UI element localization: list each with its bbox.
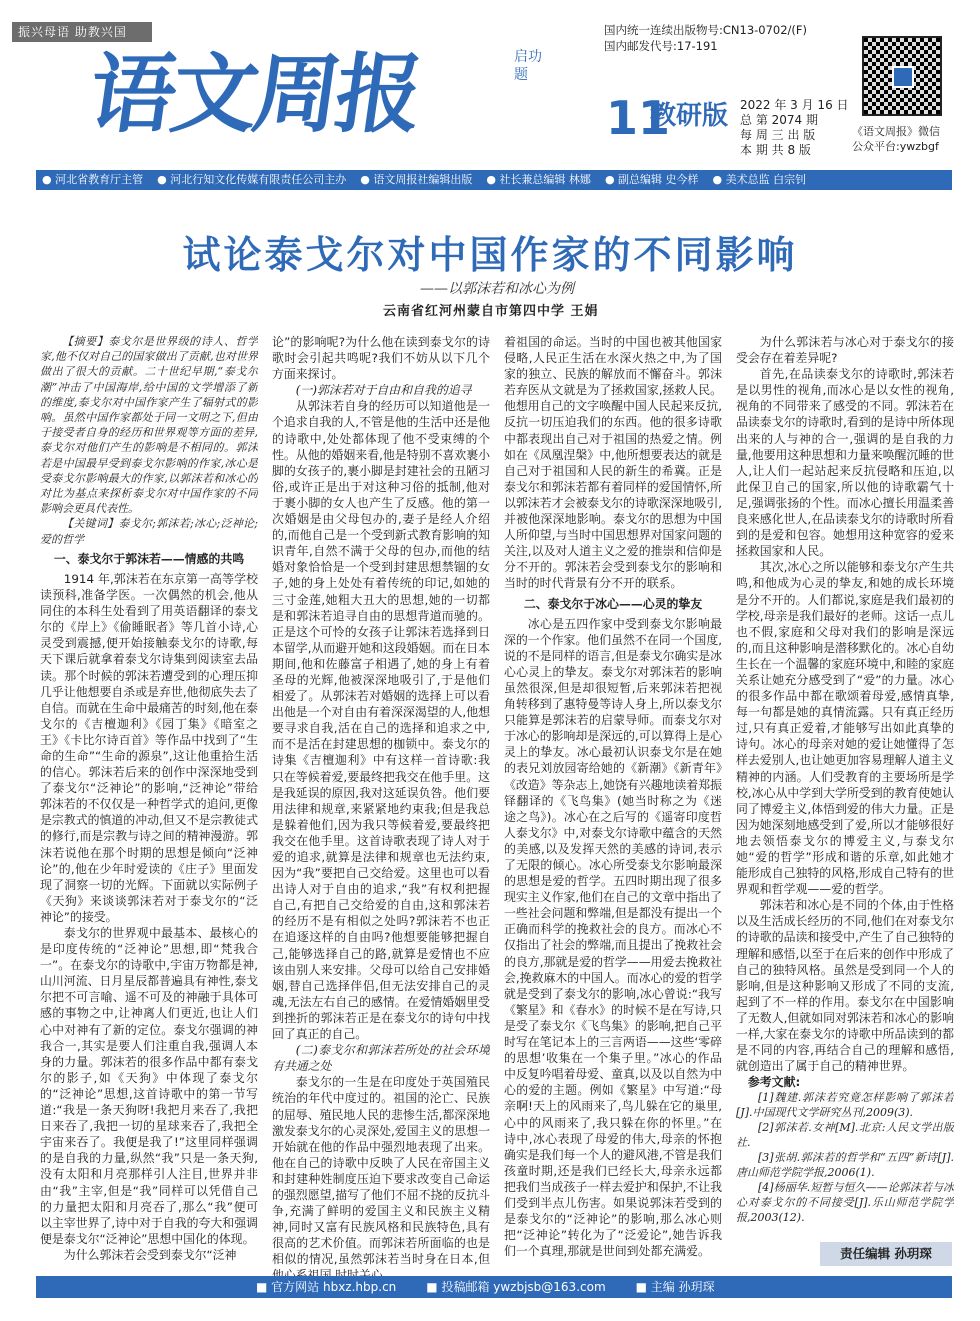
wechat-info — [852, 124, 940, 154]
calligraphy-signature: 启功题 — [514, 49, 542, 83]
issue-pages: 本 期 共 8 版 — [740, 143, 811, 157]
sponsor-bar — [36, 170, 952, 190]
sponsor-item: ● 河北行知文化传媒有限责任公司主办 — [157, 170, 346, 190]
issue-number: 11 — [606, 91, 671, 145]
wechat-label: 《语文周报》微信 — [852, 125, 940, 138]
body-paragraph: 从郭沫若自身的经历可以知道他是一个追求自我的人,不管是他的生活中还是他的诗歌中,处处都体现了他不受束缚的个性。从他的婚姻来看,他是特别不喜欢裹小脚的女孩子的,裹小脚是封建社会的丑陋习俗,或许正是出于对这种习俗的抵制,他对于裹小脚的女人也产生了反感。他的第一次婚姻是由父母包办的,妻子是经人介绍的,而他自己是一个受到新式教育影响的知识青年,自然不满于父母的包办,而他的结婚对象恰恰是一个受到封建思想禁锢的女子,她的身上处处有着传统的印记,如她的三寸金莲,她粗大丑大的思想,她的一切都是和郭沫若追寻自由的思想背道而驰的。正是这个可怜的女孩子让郭沫若选择到日本留学,从而避开她和这段婚姻。而在日本期间,他和佐藤富子相遇了,她的身上有着圣母的光辉,他被深深地吸引了,于是他们相爱了。从郭沫若对婚姻的选择上可以看出他是一个对自由有着深深渴望的人,他想要寻求自我,活在自己的选择和追求之中,而不是活在封建思想的枷锁中。泰戈尔的诗集《吉檀迦利》中有这样一首诗歌:我只在等候着爱,要最终把我交在他手里。这是我延误的原因,我对这延误负咎。他们要用法律和规章,来紧紧地约束我;但是我总是躲着他们,因为我只等候着爱,要最终把我交在他手里。这首诗歌表现了诗人对于爱的追求,就算是法律和规章也无法约束,因为“我”要把自己交给爱。这里也可以看出诗人对于自由的追求,“我”有权利把握自己,有把自己交给爱的自由,这和郭沫若的经历不是有相似之处吗?郭沫若不也正在追逐这样的自由吗?他想要能够把握自己,能够选择自己的路,就算是爱情也不应该由别人来安排。父母可以给自己安排婚姻,替自己选择伴侣,但无法安排自己的灵魂,无法左右自己的感情。在爱情婚姻里受到挫折的郭沫若正是在泰戈尔的诗句中找回了真正的自己。 — [272, 399, 490, 1042]
body-paragraph: 为什么郭沫若会受到泰戈尔“泛神 — [63, 1247, 237, 1262]
wechat-account: 公众平台:ywzbgf — [852, 140, 939, 153]
article-subtitle: ——以郭沫若和冰心为例 — [420, 281, 574, 297]
article-column-2 — [272, 334, 490, 1284]
body-paragraph: 郭沫若和冰心是不同的个体,由于性格以及生活成长经历的不同,他们在对泰戈尔的诗歌的品读和接受中,产生了自己独特的理解和感悟,以至于在后来的创作中形成了自己的独特风格。虽然是受到同一个人的影响,但是这种影响又形成了不同的支流,起到了不一样的作用。泰戈尔在中国影响了无数人,但就如同对郭沫若和冰心的影响一样,大家在泰戈尔的诗歌中所品读到的都是不同的内容,再结合自己的理解和感悟,就创造出了属于自己的精神世界。 — [736, 898, 954, 1074]
newspaper-logo: 语文周报 — [82, 44, 426, 145]
body-paragraph: 冰心是五四作家中受到泰戈尔影响最深的一个作家。他们虽然不在同一个国度,说的不是同样的语言,但是泰戈尔确实是冰心心灵上的挚友。泰戈尔对郭沫若的影响虽然很深,但是却很短暂,后来郭沫若把视角转移到了惠特曼等诗人身上,所以泰戈尔只能算是郭沫若的启蒙导师。而泰戈尔对于冰心的影响却是深远的,可以算得上是心灵上的挚友。冰心最初认识泰戈尔是在她的表兄刘放园寄给她的《新潮》《新青年》《改造》等杂志上,她饶有兴趣地读着郑振铎翻译的《飞鸟集》(她当时称之为《迷途之鸟》)。冰心在之后写的《遥寄印度哲人泰戈尔》中,对泰戈尔诗歌中蕴含的天然的美感,以及发挥天然的美感的诗词,表示了无限的倾心。冰心所受泰戈尔影响最深的思想是爱的哲学。五四时期出现了很多现实主义作家,他们在自己的文章中指出了一些社会问题和弊端,但是都没有提出一个正确而科学的挽救社会的良方。而冰心不仅指出了社会的弊端,而且提出了挽救社会的良方,那就是爱的哲学——用爱去挽救社会,挽救麻木的中国人。而冰心的爱的哲学就是受到了泰戈尔的影响,冰心曾说:“我写《繁星》和《春水》的时候不是在写诗,只是受了泰戈尔《飞鸟集》的影响,把自己平时写在笔记本上的三言两语——这些‘零碎的思想’收集在一个集子里。”冰心的作品中反复吟唱着母爱、童真,以及以自然为中心的爱的主题。例如《繁星》中写道:“母亲啊!天上的风雨来了,鸟儿躲在它的巢里,心中的风雨来了,我只躲在你的怀里。”在诗中,冰心表现了母爱的伟大,母亲的怀抱确实是我们每一个人的避风港,不管是我们孩童时期,还是我们已经长大,母亲永远都把我们当成孩子一样去爱护和保护,不让我们受到半点儿伤害。如果说郭沫若受到的是泰戈尔的“泛神论”的影响,那么冰心则把“泛神论”转化为了“泛爱论”,她告诉我们一个真理,那就是世间到处都充满爱。 — [504, 616, 722, 1259]
publication-info — [604, 22, 840, 54]
issue-total: 总 第 2074 期 — [740, 113, 818, 127]
slogan-banner: 振兴母语 助教兴国 — [12, 22, 152, 42]
footer-email[interactable]: ■ 投稿邮箱 ywzbjsb@163.com — [426, 1276, 605, 1298]
references-heading: 参考文献: — [747, 1075, 801, 1090]
reference-item: [2]郭沫若.女神[M].北京:人民文学出版社. — [736, 1121, 954, 1150]
subsection-heading: (一)郭沫若对于自由和自我的追寻 — [295, 383, 472, 398]
reference-item: [3]张胡.郭沫若的哲学和“五四”新诗[J].唐山师范学院学报,2006(1). — [736, 1151, 954, 1180]
body-paragraph: 为什么郭沫若与冰心对于泰戈尔的接受会存在着差异呢? — [736, 335, 954, 366]
sponsor-item: ● 副总编辑 史今样 — [605, 170, 699, 190]
reference-item: [1]魏建.郭沫若究竟怎样影响了郭沫若[J].中国现代文学研究丛刊,2009(3). — [736, 1091, 954, 1120]
article-column-1 — [40, 334, 258, 1284]
sponsor-item: ● 河北省教育厅主管 — [42, 170, 143, 190]
body-paragraph: 泰戈尔的一生是在印度处于英国殖民统治的年代中度过的。祖国的沦亡、民族的屈辱、殖民地人民的悲惨生活,都深深地激发泰戈尔的心灵深处,爱国主义的思想一开始就在他的作品中强烈地表现了出来。他在自己的诗歌中反映了人民在帝国主义和封建种姓制度压迫下要求改变自己命运的强烈愿望,描写了他们不屈不挠的反抗斗争,充满了鲜明的爱国主义和民族主义精神,同时又富有民族风格和民族特色,具有很高的艺术价值。而郭沫若所面临的也是相似的情况,虽然郭沫若当时身在日本,但 — [272, 1075, 490, 1267]
issue-meta — [740, 98, 849, 158]
sponsor-item: ● 美术总监 白宗钊 — [713, 170, 807, 190]
issue-date: 2022 年 3 月 16 日 — [740, 98, 849, 112]
sponsor-item: ● 语文周报社编辑出版 — [360, 170, 472, 190]
article-author: 云南省红河州蒙自市第四中学 王娟 — [383, 304, 599, 319]
article-column-3 — [504, 334, 722, 1284]
footer-website[interactable]: ■ 官方网站 hbxz.hbp.cn — [256, 1276, 396, 1298]
reference-item: [4]杨丽华.短暂与恒久——论郭沫若与冰心对泰戈尔的不同接受[J].乐山师范学院学报,2003(12). — [736, 1181, 954, 1225]
responsible-editor: 责任编辑 孙玥琛 — [820, 1242, 952, 1266]
masthead — [82, 40, 542, 160]
body-paragraph: 1914 年,郭沫若在东京第一高等学校读预科,准备学医。一次偶然的机会,他从同住的本科生处看到了用英语翻译的泰戈尔的《岸上》《偷睡眠者》等几首小诗,心灵受到震撼,便开始接触泰戈尔的诗歌,每天下课后就拿着泰戈尔诗集到阅读室去品读。那个时候的郭沫若遭受到的心理压抑几乎让他想要自杀或是弃世,他彻底失去了自信。而就在生命中最痛苦的时刻,他在泰戈尔的《吉檀迦利》《园丁集》《暗室之王》《卡比尔诗百首》等作品中找到了“生命的生命”“生命的源泉”,这让他重拾生活的信心。郭沫若后来的创作中深深地受到了泰戈尔“泛神论”的影响,“泛神论”带给郭沫若的不仅仅是一种哲学式的追问,更像是宗教式的慎道的冲动,但又不是宗教徒式的修行,而是宗教与诗之间的精神漫游。郭沫若说他在那个时期的思想是倾向“泛神论”的,他在少年时爱读的《庄子》里面发现了洞察一切的光辉。下面就以实际例子《天狗》来谈谈郭沫若对于泰戈尔的“泛神论”的接受。 — [40, 571, 258, 924]
sponsor-item: ● 社长兼总编辑 林娜 — [486, 170, 591, 190]
subsection-heading: (二)泰戈尔和郭沫若所处的社会环境有共通之处 — [272, 1043, 490, 1074]
section-heading: 一、泰戈尔于郭沫若——情感的共鸣 — [53, 551, 245, 566]
edition-name: 教研版 — [650, 101, 729, 131]
body-paragraph: 论”的影响呢?为什么他在读到泰戈尔的诗歌时会引起共鸣呢?我们不妨从以下几个方面来探讨。 — [272, 335, 490, 382]
post-code: 国内邮发代号:17-191 — [604, 39, 718, 53]
body-paragraph: 泰戈尔的世界观中最基本、最核心的是印度传统的“泛神论”思想,即“梵我合一”。在泰戈尔的诗歌中,宇宙万物都是神,山川河流、日月星辰都普遍具有神性,泰戈尔把不可言喻、遥不可及的神融于具体可感的事物之中,让神离人们更近,也让人们心中对神有了新的定位。泰戈尔强调的神我合一,其实是要人们注重自我,强调人本身的力量。郭沫若的很多作品中都有泰戈尔的影子,如《天狗》中体现了泰戈尔的“泛神论”思想,这首诗歌中的第一节写道:“我是一条天狗呀!我把月来吞了,我把日来吞了,我把一切的星球来吞了,我把全宇宙来吞了。我便是我了!”这里同样强调的是自我的力量,纵然“我”只是一条天狗,没有太阳和月亮那样引人注目,世界并非由“我”主宰,但是“我”同样可以凭借自己的力量把太阳和月亮吞了,那么“我”便可以主宰世界了,诗中对于自我的夸大和强调便是泰戈尔“泛神论”思想中国化的体现。 — [40, 926, 258, 1246]
body-paragraph: 着祖国的命运。当时的中国也被其他国家侵略,人民正生活在水深火热之中,为了国家的独立、民族的解放而不懈奋斗。郭沫若弃医从文就是为了拯救国家,拯救人民。他想用自己的文字唤醒中国人民起来反抗,反抗一切压迫我们的东西。他的很多诗歌中都表现出自己对于祖国的热爱之情。例如在《凤凰涅槃》中,他所想要表达的就是自己对于祖国和人民的新生的希冀。正是泰戈尔和郭沫若都有着同样的爱国情怀,所以郭沫若才会被泰戈尔的诗歌深深地吸引,并被他深深地影响。泰戈尔的思想为中国人所仰望,与当时中国思想界对国家问题的关注,以及对人道主义之爱的推崇和信仰是分不开的。郭沫若会受到泰戈尔的影响和当时的时代背景有分不开的联系。 — [504, 335, 722, 591]
section-heading: 二、泰戈尔于冰心——心灵的挚友 — [523, 596, 703, 611]
issue-weekly: 每 周 三 出 版 — [740, 128, 816, 142]
footer-bar — [36, 1276, 952, 1298]
abstract-paragraph: 【摘要】泰戈尔是世界级的诗人、哲学家,他不仅对自己的国家做出了贡献,也对世界做出了很大的贡献。二十世纪早期,“泰戈尔潮”冲击了中国海岸,给中国的文学增添了新的维度,泰戈尔对中国作家产生了辐射式的影响。虽然中国作家都处于同一文明之下,但由于接受者自身的经历和世界观等方面的差异,泰戈尔对他们产生的影响是不相同的。郭沫若是中国最早受到泰戈尔影响的作家,冰心是受泰戈尔影响最大的作家,以郭沫若和冰心的对比为基点来探析泰戈尔对中国作家的不同影响会更具代表性。 — [40, 335, 258, 516]
body-paragraph: 首先,在品读泰戈尔的诗歌时,郭沫若是以男性的视角,而冰心是以女性的视角,视角的不同带来了感受的不同。郭沫若在品读泰戈尔的诗歌时,看到的是诗中所体现出来的人与神的合一,强调的是自我的力量,他要用这种思想和力量来唤醒沉睡的世人,让人们一起站起来反抗侵略和压迫,以此保卫自己的国家,所以他的诗歌霸气十足,强调张扬的个性。而冰心擅长用温柔善良来感化世人,在品读泰戈尔的诗歌时所看到的是爱和包容。她想用这种宽容的爱来拯救国家和人民。 — [736, 367, 954, 559]
abstract-paragraph: 【关键词】泰戈尔;郭沫若;冰心;泛神论;爱的哲学 — [40, 517, 258, 546]
body-paragraph: 其次,冰心之所以能够和泰戈尔产生共鸣,和他成为心灵的挚友,和她的成长环境是分不开的。人们都说,家庭是我们最初的学校,母亲是我们最好的老师。这话一点儿也不假,家庭和父母对我们的影响是深远的,而且这种影响是潜移默化的。冰心自幼生长在一个温馨的家庭环境中,和睦的家庭关系让她充分感受到了“爱”的力量。冰心的很多作品中都在歌颂着母爱,感情真挚,每一句都是她的真情流露。只有真正经历过,只有真正爱着,才能够写出如此真挚的诗句。冰心的母亲对她的爱让她懂得了怎样去爱别人,也让她更加容易理解人道主义精神的内涵。人们受教育的主要场所是学校,冰心从中学到大学所受到的教育使她认同了博爱主义,体悟到爱的伟大力量。正是因为她深刻地感受到了爱,所以才能够很好地去领悟泰戈尔的博爱主义,与泰戈尔她“爱的哲学”形成和谐的乐章,如此她才能形成自己独特的风格,形成自己特有的世界观和哲学观——爱的哲学。 — [736, 560, 954, 897]
article-title: 试论泰戈尔对中国作家的不同影响 — [182, 233, 798, 277]
cn-number: 国内统一连续出版物号:CN13-0702/(F) — [604, 23, 808, 37]
footer-editor: ■ 主编 孙玥琛 — [636, 1276, 715, 1298]
article-column-4 — [736, 334, 954, 1284]
qr-code-icon — [862, 36, 942, 116]
